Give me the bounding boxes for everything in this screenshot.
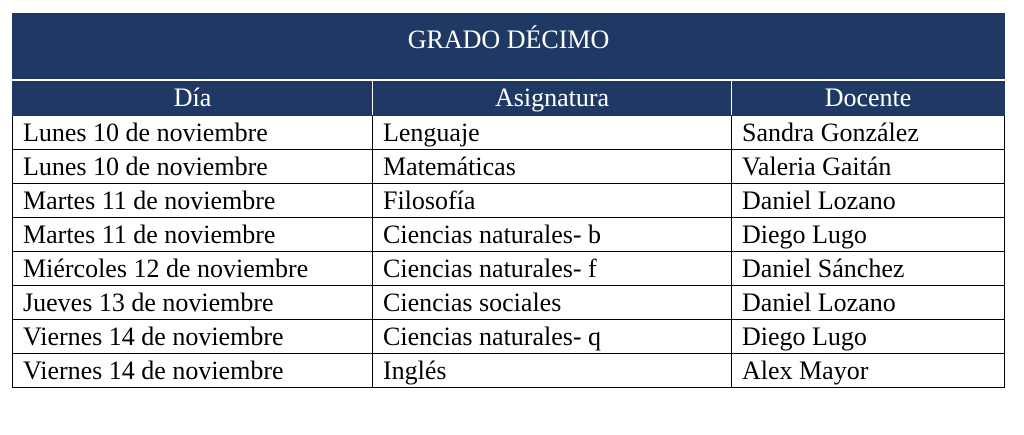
cell-subject: Filosofía bbox=[373, 183, 732, 217]
cell-teacher: Daniel Sánchez bbox=[732, 251, 1005, 285]
cell-day: Viernes 14 de noviembre bbox=[13, 353, 373, 387]
cell-subject: Ciencias sociales bbox=[373, 285, 732, 319]
cell-day: Miércoles 12 de noviembre bbox=[13, 251, 373, 285]
title-row bbox=[13, 14, 1005, 80]
column-header-subject: Asignatura bbox=[373, 80, 732, 116]
cell-day: Lunes 10 de noviembre bbox=[13, 115, 373, 149]
cell-teacher: Alex Mayor bbox=[732, 353, 1005, 387]
cell-subject: Ciencias naturales- f bbox=[373, 251, 732, 285]
cell-subject: Matemáticas bbox=[373, 149, 732, 183]
cell-day: Jueves 13 de noviembre bbox=[13, 285, 373, 319]
schedule-table-container bbox=[12, 13, 1004, 388]
table-row bbox=[13, 183, 1005, 217]
cell-subject: Ciencias naturales- b bbox=[373, 217, 732, 251]
cell-subject: Lenguaje bbox=[373, 115, 732, 149]
cell-day: Martes 11 de noviembre bbox=[13, 217, 373, 251]
table-row bbox=[13, 285, 1005, 319]
cell-subject: Inglés bbox=[373, 353, 732, 387]
cell-teacher: Diego Lugo bbox=[732, 319, 1005, 353]
table-title: GRADO DÉCIMO bbox=[13, 14, 1005, 80]
cell-day: Lunes 10 de noviembre bbox=[13, 149, 373, 183]
cell-subject: Ciencias naturales- q bbox=[373, 319, 732, 353]
table-row bbox=[13, 251, 1005, 285]
table-row bbox=[13, 149, 1005, 183]
column-header-day: Día bbox=[13, 80, 373, 116]
cell-day: Martes 11 de noviembre bbox=[13, 183, 373, 217]
schedule-table bbox=[12, 13, 1005, 388]
table-row bbox=[13, 115, 1005, 149]
table-row bbox=[13, 217, 1005, 251]
table-row bbox=[13, 319, 1005, 353]
cell-teacher: Sandra González bbox=[732, 115, 1005, 149]
cell-day: Viernes 14 de noviembre bbox=[13, 319, 373, 353]
cell-teacher: Valeria Gaitán bbox=[732, 149, 1005, 183]
cell-teacher: Daniel Lozano bbox=[732, 183, 1005, 217]
cell-teacher: Diego Lugo bbox=[732, 217, 1005, 251]
cell-teacher: Daniel Lozano bbox=[732, 285, 1005, 319]
header-row bbox=[13, 80, 1005, 116]
table-row bbox=[13, 353, 1005, 387]
column-header-teacher: Docente bbox=[732, 80, 1005, 116]
